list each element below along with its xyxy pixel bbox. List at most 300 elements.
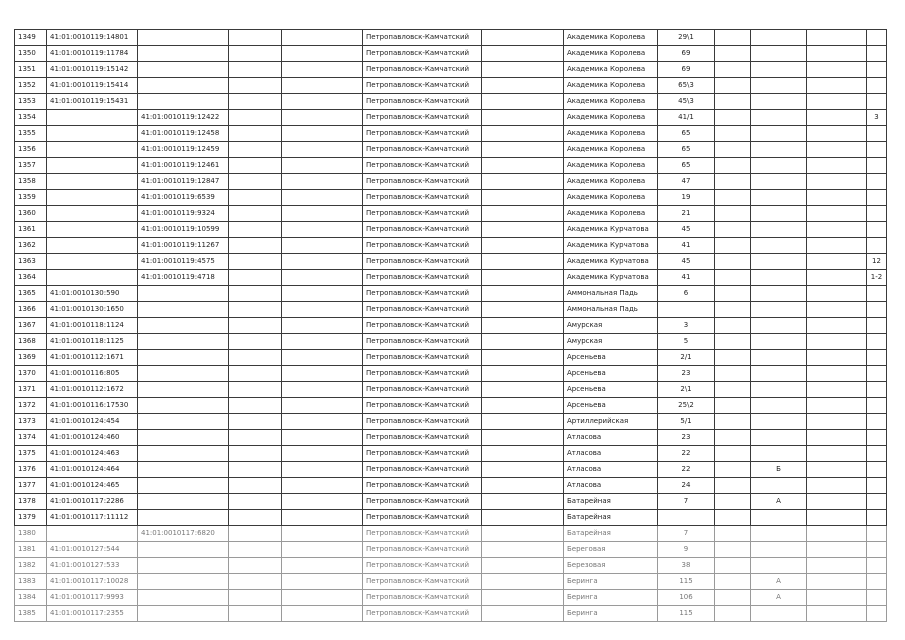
room-cadastral-number-cell [138, 606, 229, 622]
empty-cell [229, 110, 282, 126]
table-row [15, 174, 887, 190]
street-cell: Атласова [564, 478, 658, 494]
room-cadastral-number-cell [138, 62, 229, 78]
cadastral-number-cell: 41:01:0010117:10028 [47, 574, 138, 590]
row-number-cell: 1383 [15, 574, 47, 590]
empty-cell [715, 62, 751, 78]
empty-cell [715, 574, 751, 590]
empty-cell [807, 110, 867, 126]
empty-cell [282, 126, 363, 142]
house-number-cell: 7 [658, 526, 715, 542]
empty-cell [482, 382, 564, 398]
empty-cell [807, 62, 867, 78]
empty-cell [482, 350, 564, 366]
row-number-cell: 1374 [15, 430, 47, 446]
row-number-cell: 1368 [15, 334, 47, 350]
house-number-cell: 45 [658, 222, 715, 238]
table-row [15, 398, 887, 414]
city-cell: Петропавловск-Камчатский [363, 206, 482, 222]
cadastral-number-cell [47, 526, 138, 542]
empty-cell [229, 414, 282, 430]
street-cell: Арсеньева [564, 398, 658, 414]
row-number-cell: 1369 [15, 350, 47, 366]
empty-cell [807, 334, 867, 350]
cadastral-number-cell: 41:01:0010117:2286 [47, 494, 138, 510]
cadastral-number-cell [47, 174, 138, 190]
address-registry-table [14, 29, 887, 622]
empty-cell [282, 542, 363, 558]
apartment-cell [867, 350, 887, 366]
street-cell: Березовая [564, 558, 658, 574]
cadastral-number-cell: 41:01:0010112:1672 [47, 382, 138, 398]
empty-cell [807, 366, 867, 382]
room-cadastral-number-cell [138, 542, 229, 558]
apartment-cell [867, 478, 887, 494]
city-cell: Петропавловск-Камчатский [363, 494, 482, 510]
empty-cell [282, 222, 363, 238]
row-number-cell: 1379 [15, 510, 47, 526]
empty-cell [229, 606, 282, 622]
building-letter-cell [751, 174, 807, 190]
cadastral-number-cell: 41:01:0010117:11112 [47, 510, 138, 526]
room-cadastral-number-cell [138, 78, 229, 94]
empty-cell [229, 430, 282, 446]
house-number-cell: 115 [658, 606, 715, 622]
street-cell: Академика Королева [564, 94, 658, 110]
street-cell: Академика Королева [564, 30, 658, 46]
row-number-cell: 1380 [15, 526, 47, 542]
empty-cell [282, 46, 363, 62]
empty-cell [715, 318, 751, 334]
empty-cell [807, 222, 867, 238]
empty-cell [715, 590, 751, 606]
empty-cell [229, 222, 282, 238]
cadastral-number-cell: 41:01:0010116:17530 [47, 398, 138, 414]
street-cell: Академика Курчатова [564, 254, 658, 270]
city-cell: Петропавловск-Камчатский [363, 462, 482, 478]
apartment-cell [867, 542, 887, 558]
empty-cell [282, 174, 363, 190]
room-cadastral-number-cell: 41:01:0010117:6820 [138, 526, 229, 542]
room-cadastral-number-cell [138, 462, 229, 478]
house-number-cell: 23 [658, 430, 715, 446]
building-letter-cell [751, 270, 807, 286]
empty-cell [807, 510, 867, 526]
row-number-cell: 1355 [15, 126, 47, 142]
cadastral-number-cell: 41:01:0010127:544 [47, 542, 138, 558]
apartment-cell [867, 190, 887, 206]
cadastral-number-cell: 41:01:0010118:1124 [47, 318, 138, 334]
street-cell: Батарейная [564, 510, 658, 526]
building-letter-cell [751, 558, 807, 574]
apartment-cell [867, 414, 887, 430]
cadastral-number-cell: 41:01:0010130:1650 [47, 302, 138, 318]
house-number-cell: 24 [658, 478, 715, 494]
row-number-cell: 1373 [15, 414, 47, 430]
building-letter-cell [751, 190, 807, 206]
row-number-cell: 1367 [15, 318, 47, 334]
building-letter-cell [751, 302, 807, 318]
table-row [15, 30, 887, 46]
empty-cell [282, 62, 363, 78]
cadastral-number-cell [47, 126, 138, 142]
empty-cell [715, 110, 751, 126]
building-letter-cell [751, 206, 807, 222]
table-body [15, 30, 887, 622]
empty-cell [482, 590, 564, 606]
empty-cell [807, 126, 867, 142]
empty-cell [715, 366, 751, 382]
street-cell: Арсеньева [564, 350, 658, 366]
empty-cell [482, 558, 564, 574]
house-number-cell: 41 [658, 238, 715, 254]
street-cell: Амурская [564, 334, 658, 350]
empty-cell [282, 254, 363, 270]
room-cadastral-number-cell [138, 510, 229, 526]
empty-cell [807, 238, 867, 254]
city-cell: Петропавловск-Камчатский [363, 158, 482, 174]
room-cadastral-number-cell [138, 94, 229, 110]
empty-cell [282, 30, 363, 46]
empty-cell [807, 286, 867, 302]
building-letter-cell [751, 414, 807, 430]
empty-cell [807, 94, 867, 110]
empty-cell [715, 302, 751, 318]
row-number-cell: 1382 [15, 558, 47, 574]
cadastral-number-cell: 41:01:0010127:533 [47, 558, 138, 574]
city-cell: Петропавловск-Камчатский [363, 190, 482, 206]
table-row [15, 270, 887, 286]
building-letter-cell [751, 78, 807, 94]
empty-cell [229, 462, 282, 478]
empty-cell [715, 510, 751, 526]
room-cadastral-number-cell [138, 430, 229, 446]
row-number-cell: 1366 [15, 302, 47, 318]
building-letter-cell [751, 126, 807, 142]
cadastral-number-cell [47, 110, 138, 126]
house-number-cell: 25\2 [658, 398, 715, 414]
empty-cell [482, 94, 564, 110]
room-cadastral-number-cell: 41:01:0010119:12458 [138, 126, 229, 142]
empty-cell [482, 222, 564, 238]
street-cell: Артиллерийская [564, 414, 658, 430]
empty-cell [282, 206, 363, 222]
room-cadastral-number-cell: 41:01:0010119:12459 [138, 142, 229, 158]
empty-cell [715, 462, 751, 478]
empty-cell [807, 302, 867, 318]
city-cell: Петропавловск-Камчатский [363, 78, 482, 94]
empty-cell [229, 526, 282, 542]
table-row [15, 510, 887, 526]
empty-cell [482, 478, 564, 494]
city-cell: Петропавловск-Камчатский [363, 254, 482, 270]
row-number-cell: 1378 [15, 494, 47, 510]
empty-cell [482, 510, 564, 526]
empty-cell [229, 494, 282, 510]
empty-cell [229, 558, 282, 574]
house-number-cell: 29\1 [658, 30, 715, 46]
room-cadastral-number-cell [138, 446, 229, 462]
empty-cell [807, 526, 867, 542]
table-row [15, 494, 887, 510]
empty-cell [482, 366, 564, 382]
empty-cell [282, 590, 363, 606]
house-number-cell: 65 [658, 126, 715, 142]
building-letter-cell [751, 318, 807, 334]
building-letter-cell: А [751, 574, 807, 590]
table-row [15, 446, 887, 462]
table-row [15, 542, 887, 558]
apartment-cell [867, 574, 887, 590]
cadastral-number-cell: 41:01:0010119:14801 [47, 30, 138, 46]
empty-cell [282, 606, 363, 622]
apartment-cell [867, 302, 887, 318]
room-cadastral-number-cell [138, 494, 229, 510]
room-cadastral-number-cell: 41:01:0010119:9324 [138, 206, 229, 222]
building-letter-cell: А [751, 590, 807, 606]
street-cell: Арсеньева [564, 382, 658, 398]
house-number-cell: 3 [658, 318, 715, 334]
empty-cell [807, 254, 867, 270]
city-cell: Петропавловск-Камчатский [363, 574, 482, 590]
apartment-cell [867, 462, 887, 478]
city-cell: Петропавловск-Камчатский [363, 414, 482, 430]
cadastral-number-cell: 41:01:0010119:15142 [47, 62, 138, 78]
empty-cell [715, 334, 751, 350]
empty-cell [807, 414, 867, 430]
empty-cell [715, 350, 751, 366]
apartment-cell [867, 510, 887, 526]
house-number-cell: 22 [658, 462, 715, 478]
table-row [15, 558, 887, 574]
street-cell: Береговая [564, 542, 658, 558]
street-cell: Академика Курчатова [564, 222, 658, 238]
empty-cell [715, 270, 751, 286]
empty-cell [282, 398, 363, 414]
table-row [15, 78, 887, 94]
house-number-cell: 106 [658, 590, 715, 606]
cadastral-number-cell: 41:01:0010124:465 [47, 478, 138, 494]
empty-cell [807, 158, 867, 174]
empty-cell [482, 430, 564, 446]
room-cadastral-number-cell [138, 318, 229, 334]
apartment-cell [867, 334, 887, 350]
empty-cell [482, 398, 564, 414]
room-cadastral-number-cell [138, 30, 229, 46]
city-cell: Петропавловск-Камчатский [363, 446, 482, 462]
empty-cell [229, 206, 282, 222]
house-number-cell: 22 [658, 446, 715, 462]
street-cell: Атласова [564, 430, 658, 446]
city-cell: Петропавловск-Камчатский [363, 174, 482, 190]
empty-cell [282, 414, 363, 430]
apartment-cell [867, 430, 887, 446]
empty-cell [282, 478, 363, 494]
row-number-cell: 1364 [15, 270, 47, 286]
row-number-cell: 1357 [15, 158, 47, 174]
city-cell: Петропавловск-Камчатский [363, 606, 482, 622]
building-letter-cell [751, 46, 807, 62]
empty-cell [282, 110, 363, 126]
row-number-cell: 1381 [15, 542, 47, 558]
apartment-cell [867, 590, 887, 606]
empty-cell [807, 558, 867, 574]
apartment-cell [867, 46, 887, 62]
city-cell: Петропавловск-Камчатский [363, 126, 482, 142]
empty-cell [229, 190, 282, 206]
cadastral-number-cell [47, 190, 138, 206]
empty-cell [807, 30, 867, 46]
house-number-cell: 2\1 [658, 382, 715, 398]
street-cell: Батарейная [564, 526, 658, 542]
empty-cell [282, 238, 363, 254]
empty-cell [282, 382, 363, 398]
building-letter-cell [751, 238, 807, 254]
empty-cell [282, 350, 363, 366]
table-row [15, 574, 887, 590]
cadastral-number-cell [47, 270, 138, 286]
building-letter-cell [751, 430, 807, 446]
empty-cell [229, 318, 282, 334]
city-cell: Петропавловск-Камчатский [363, 590, 482, 606]
empty-cell [715, 78, 751, 94]
city-cell: Петропавловск-Камчатский [363, 430, 482, 446]
empty-cell [282, 494, 363, 510]
cadastral-number-cell [47, 254, 138, 270]
empty-cell [482, 606, 564, 622]
room-cadastral-number-cell: 41:01:0010119:6539 [138, 190, 229, 206]
empty-cell [715, 398, 751, 414]
cadastral-number-cell: 41:01:0010124:460 [47, 430, 138, 446]
empty-cell [715, 222, 751, 238]
empty-cell [715, 142, 751, 158]
house-number-cell [658, 302, 715, 318]
empty-cell [482, 206, 564, 222]
empty-cell [807, 542, 867, 558]
city-cell: Петропавловск-Камчатский [363, 62, 482, 78]
empty-cell [807, 382, 867, 398]
empty-cell [482, 142, 564, 158]
table-row [15, 318, 887, 334]
street-cell: Атласова [564, 446, 658, 462]
street-cell: Академика Королева [564, 174, 658, 190]
room-cadastral-number-cell [138, 398, 229, 414]
empty-cell [282, 94, 363, 110]
apartment-cell [867, 382, 887, 398]
building-letter-cell [751, 542, 807, 558]
empty-cell [807, 206, 867, 222]
empty-cell [229, 302, 282, 318]
empty-cell [715, 558, 751, 574]
apartment-cell [867, 94, 887, 110]
room-cadastral-number-cell [138, 46, 229, 62]
empty-cell [807, 446, 867, 462]
cadastral-number-cell [47, 222, 138, 238]
house-number-cell: 45\3 [658, 94, 715, 110]
empty-cell [482, 542, 564, 558]
house-number-cell: 115 [658, 574, 715, 590]
empty-cell [229, 542, 282, 558]
building-letter-cell [751, 94, 807, 110]
city-cell: Петропавловск-Камчатский [363, 142, 482, 158]
cadastral-number-cell [47, 238, 138, 254]
empty-cell [282, 190, 363, 206]
table-row [15, 158, 887, 174]
building-letter-cell [751, 382, 807, 398]
cadastral-number-cell: 41:01:0010117:9993 [47, 590, 138, 606]
row-number-cell: 1352 [15, 78, 47, 94]
room-cadastral-number-cell: 41:01:0010119:4575 [138, 254, 229, 270]
building-letter-cell [751, 222, 807, 238]
row-number-cell: 1372 [15, 398, 47, 414]
empty-cell [282, 78, 363, 94]
apartment-cell [867, 78, 887, 94]
apartment-cell [867, 526, 887, 542]
table-row [15, 478, 887, 494]
street-cell: Академика Королева [564, 142, 658, 158]
building-letter-cell [751, 254, 807, 270]
empty-cell [482, 270, 564, 286]
table-row [15, 334, 887, 350]
empty-cell [229, 238, 282, 254]
empty-cell [282, 526, 363, 542]
table-row [15, 414, 887, 430]
empty-cell [807, 430, 867, 446]
street-cell: Академика Королева [564, 110, 658, 126]
empty-cell [807, 350, 867, 366]
empty-cell [482, 318, 564, 334]
building-letter-cell [751, 334, 807, 350]
room-cadastral-number-cell: 41:01:0010119:4718 [138, 270, 229, 286]
table-row [15, 94, 887, 110]
empty-cell [482, 78, 564, 94]
city-cell: Петропавловск-Камчатский [363, 526, 482, 542]
cadastral-number-cell [47, 158, 138, 174]
table-row [15, 286, 887, 302]
room-cadastral-number-cell [138, 590, 229, 606]
street-cell: Академика Курчатова [564, 270, 658, 286]
building-letter-cell [751, 606, 807, 622]
house-number-cell: 41/1 [658, 110, 715, 126]
room-cadastral-number-cell [138, 350, 229, 366]
empty-cell [715, 414, 751, 430]
empty-cell [229, 382, 282, 398]
city-cell: Петропавловск-Камчатский [363, 46, 482, 62]
empty-cell [229, 46, 282, 62]
street-cell: Аммональная Падь [564, 302, 658, 318]
table-row [15, 382, 887, 398]
house-number-cell: 65 [658, 142, 715, 158]
empty-cell [482, 526, 564, 542]
empty-cell [715, 446, 751, 462]
empty-cell [482, 302, 564, 318]
empty-cell [229, 510, 282, 526]
cadastral-number-cell: 41:01:0010124:463 [47, 446, 138, 462]
empty-cell [282, 334, 363, 350]
empty-cell [482, 110, 564, 126]
street-cell: Академика Королева [564, 46, 658, 62]
table-row [15, 46, 887, 62]
street-cell: Академика Королева [564, 206, 658, 222]
building-letter-cell [751, 142, 807, 158]
empty-cell [482, 414, 564, 430]
house-number-cell: 5/1 [658, 414, 715, 430]
table-row [15, 462, 887, 478]
room-cadastral-number-cell [138, 302, 229, 318]
empty-cell [229, 286, 282, 302]
apartment-cell: 1-2 [867, 270, 887, 286]
empty-cell [807, 478, 867, 494]
